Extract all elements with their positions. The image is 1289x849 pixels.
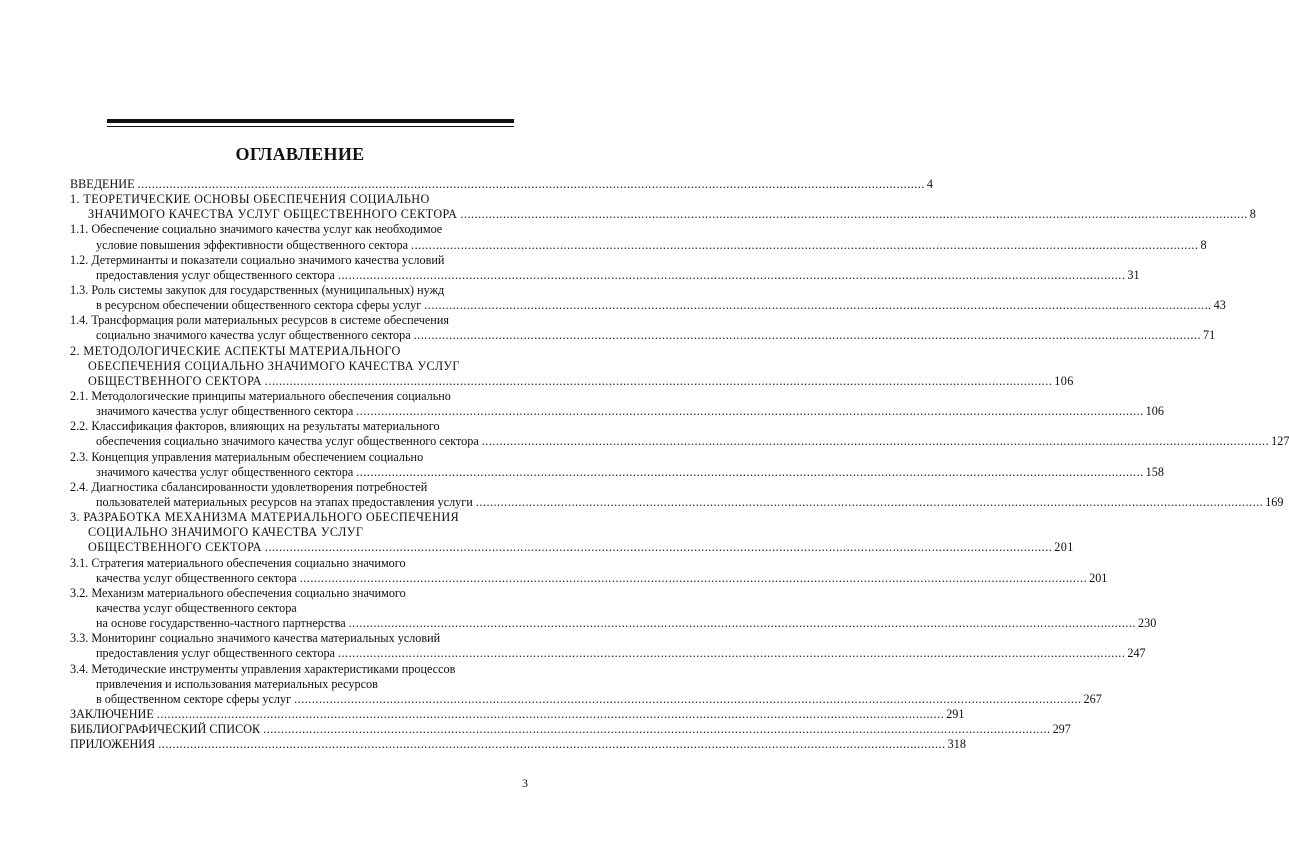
toc-entry-text: 1.3. Роль системы закупок для государственных (муниципальных) нужд (70, 282, 445, 297)
toc-entry-text: 2. МЕТОДОЛОГИЧЕСКИЕ АСПЕКТЫ МАТЕРИАЛЬНОГО (70, 343, 401, 358)
toc-page-number: 8 (1200, 237, 1207, 252)
toc-page-number: 267 (1083, 691, 1102, 706)
toc-entry-text: 3.4. Методические инструменты управления характеристиками процессов (70, 661, 456, 676)
toc-leader-dots: .............................................................................................................................................................................................................................. (264, 373, 1053, 388)
toc-entry-text: привлечения и использования материальных ресурсов (96, 676, 378, 691)
toc-entry-line (70, 177, 934, 192)
toc-page-number: 230 (1138, 616, 1157, 631)
toc-entry-line (70, 253, 530, 268)
toc-entry-text: 3. РАЗРАБОТКА МЕХАНИЗМА МАТЕРИАЛЬНОГО ОБЕСПЕЧЕНИЯ (70, 510, 460, 525)
toc-entry-text: БИБЛИОГРАФИЧЕСКИЙ СПИСОК (70, 722, 261, 737)
toc-entry-text: качества услуг общественного сектора (96, 600, 297, 615)
toc-leader-dots: .............................................................................................................................................................................................................................. (158, 737, 946, 752)
toc-entry-line (70, 616, 1157, 631)
toc-page-number: 318 (947, 737, 966, 752)
toc-page-number: 127 (1271, 434, 1289, 449)
toc-entry-text: значимого качества услуг общественного сектора (96, 404, 354, 419)
toc-entry-text: 1. ТЕОРЕТИЧЕСКИЕ ОСНОВЫ ОБЕСПЕЧЕНИЯ СОЦИАЛЬНО (70, 192, 430, 207)
toc-entry-line (70, 677, 530, 692)
toc-entry-line (70, 737, 966, 752)
top-rule-thick (107, 119, 514, 123)
toc-entry-line (70, 237, 1207, 253)
toc-page-number: 247 (1127, 646, 1146, 661)
toc-entry-text: обеспечения социально значимого качества услуг общественного сектора (96, 434, 479, 449)
toc-leader-dots: .............................................................................................................................................................................................................................. (413, 328, 1202, 343)
toc-page-number: 106 (1054, 373, 1074, 388)
toc-entry-line (70, 722, 1071, 737)
toc-entry-text: условие повышения эффективности общественного сектора (96, 237, 409, 252)
table-of-contents (70, 177, 1289, 752)
toc-page-number: 201 (1054, 540, 1074, 555)
toc-entry-line (70, 313, 530, 328)
toc-leader-dots: .............................................................................................................................................................................................................................. (264, 540, 1053, 555)
toc-entry-text: 1.2. Детерминанты и показатели социально значимого качества условий (70, 252, 445, 267)
toc-leader-dots: .............................................................................................................................................................................................................................. (337, 646, 1126, 661)
toc-page-number: 106 (1145, 404, 1164, 419)
toc-entry-text: ЗАКЛЮЧЕНИЕ (70, 706, 154, 721)
toc-leader-dots: .............................................................................................................................................................................................................................. (156, 706, 945, 721)
toc-entry-line (70, 434, 1289, 449)
toc-entry-line (70, 328, 1216, 343)
toc-entry-text: предоставления услуг общественного сектора (96, 267, 335, 282)
toc-entry-line (70, 389, 530, 404)
toc-entry-text: 1.1. Обеспечение социально значимого качества услуг как необходимое (70, 222, 443, 237)
toc-entry-line (70, 480, 530, 495)
page-number: 3 (522, 776, 528, 790)
toc-page-number: 8 (1249, 207, 1257, 222)
toc-entry-line (70, 510, 530, 525)
toc-entry-text: 2.1. Методологические принципы материального обеспечения социально (70, 388, 451, 403)
toc-page-number: 169 (1265, 494, 1284, 509)
toc-leader-dots: .............................................................................................................................................................................................................................. (460, 207, 1248, 222)
toc-entry-text: в общественном секторе сферы услуг (96, 691, 292, 706)
toc-entry-line (70, 222, 530, 237)
toc-entry-line (70, 691, 1102, 707)
toc-entry-text: ЗНАЧИМОГО КАЧЕСТВА УСЛУГ ОБЩЕСТВЕННОГО СЕКТОРА (88, 207, 458, 222)
toc-entry-line (70, 359, 530, 374)
toc-entry-line (70, 450, 530, 465)
toc-entry-line (70, 631, 530, 646)
toc-page-number: 4 (926, 177, 934, 191)
toc-entry-line (70, 267, 1140, 283)
toc-page-number: 297 (1052, 722, 1071, 737)
toc-entry-line (70, 646, 1146, 661)
toc-leader-dots: .............................................................................................................................................................................................................................. (299, 570, 1088, 585)
toc-page-number: 158 (1145, 464, 1164, 479)
top-rule-thin (107, 126, 514, 127)
toc-page-number: 43 (1213, 298, 1226, 313)
toc-page-number: 31 (1127, 267, 1140, 282)
toc-entry-text: 2.4. Диагностика сбалансированности удовлетворения потребностей (70, 479, 428, 494)
toc-leader-dots: .............................................................................................................................................................................................................................. (356, 404, 1144, 419)
toc-entry-line (70, 344, 530, 359)
toc-entry-text: ОБЩЕСТВЕННОГО СЕКТОРА (88, 373, 262, 388)
toc-entry-text: ОБЩЕСТВЕННОГО СЕКТОРА (88, 540, 262, 555)
toc-entry-line (70, 283, 530, 298)
toc-leader-dots: .............................................................................................................................................................................................................................. (475, 494, 1264, 509)
toc-leader-dots: .............................................................................................................................................................................................................................. (348, 616, 1137, 631)
toc-entry-line (70, 298, 1226, 313)
toc-entry-line (70, 601, 530, 616)
toc-entry-text: ВВЕДЕНИЕ (70, 177, 135, 191)
toc-entry-text: 3.1. Стратегия материального обеспечения социально значимого (70, 555, 406, 570)
toc-entry-text: 3.3. Мониторинг социально значимого качества материальных условий (70, 631, 441, 646)
toc-entry-line (70, 525, 530, 540)
toc-entry-text: качества услуг общественного сектора (96, 570, 297, 585)
page-title: ОГЛАВЛЕНИЕ (235, 144, 365, 164)
toc-entry-text: 2.2. Классификация факторов, влияющих на результаты материального (70, 419, 440, 434)
toc-page-number: 201 (1089, 570, 1108, 585)
toc-entry-line (70, 373, 1074, 389)
toc-entry-text: предоставления услуг общественного сектора (96, 646, 335, 661)
toc-entry-line (70, 586, 530, 601)
toc-entry-line (70, 207, 1257, 222)
toc-page-number: 71 (1203, 328, 1216, 343)
toc-leader-dots: .............................................................................................................................................................................................................................. (294, 691, 1082, 706)
toc-entry-line (70, 494, 1284, 510)
toc-entry-line (70, 192, 530, 207)
toc-leader-dots: .............................................................................................................................................................................................................................. (337, 267, 1126, 282)
toc-leader-dots: .............................................................................................................................................................................................................................. (356, 464, 1144, 479)
toc-entry-text: в ресурсном обеспечении общественного сектора сферы услуг (96, 298, 422, 313)
toc-entry-line (70, 419, 530, 434)
toc-entry-text: 1.4. Трансформация роли материальных ресурсов в системе обеспечения (70, 313, 449, 328)
toc-entry-text: ОБЕСПЕЧЕНИЯ СОЦИАЛЬНО ЗНАЧИМОГО КАЧЕСТВА УСЛУГ (88, 358, 460, 373)
toc-entry-text: 3.2. Механизм материального обеспечения социально значимого (70, 585, 406, 600)
toc-page-number: 291 (946, 706, 965, 721)
toc-entry-line (70, 540, 1074, 555)
toc-leader-dots: .............................................................................................................................................................................................................................. (481, 434, 1270, 449)
toc-entry-text: значимого качества услуг общественного сектора (96, 464, 354, 479)
toc-entry-text: 2.3. Концепция управления материальным обеспечением социально (70, 449, 424, 464)
toc-entry-line (70, 662, 530, 677)
toc-entry-text: СОЦИАЛЬНО ЗНАЧИМОГО КАЧЕСТВА УСЛУГ (88, 525, 364, 540)
toc-entry-text: на основе государственно-частного партнерства (96, 616, 346, 631)
toc-entry-line (70, 556, 530, 571)
toc-leader-dots: .............................................................................................................................................................................................................................. (411, 237, 1199, 252)
toc-entry-text: ПРИЛОЖЕНИЯ (70, 737, 156, 752)
toc-entry-line (70, 706, 965, 722)
toc-entry-line (70, 570, 1108, 586)
toc-leader-dots: .............................................................................................................................................................................................................................. (137, 177, 925, 191)
toc-entry-text: социально значимого качества услуг общественного сектора (96, 328, 411, 343)
toc-leader-dots: .............................................................................................................................................................................................................................. (424, 298, 1212, 313)
toc-entry-line (70, 404, 1164, 419)
toc-entry-line (70, 464, 1164, 480)
toc-entry-text: пользователей материальных ресурсов на этапах предоставления услуги (96, 494, 473, 509)
toc-leader-dots: .............................................................................................................................................................................................................................. (263, 722, 1051, 737)
